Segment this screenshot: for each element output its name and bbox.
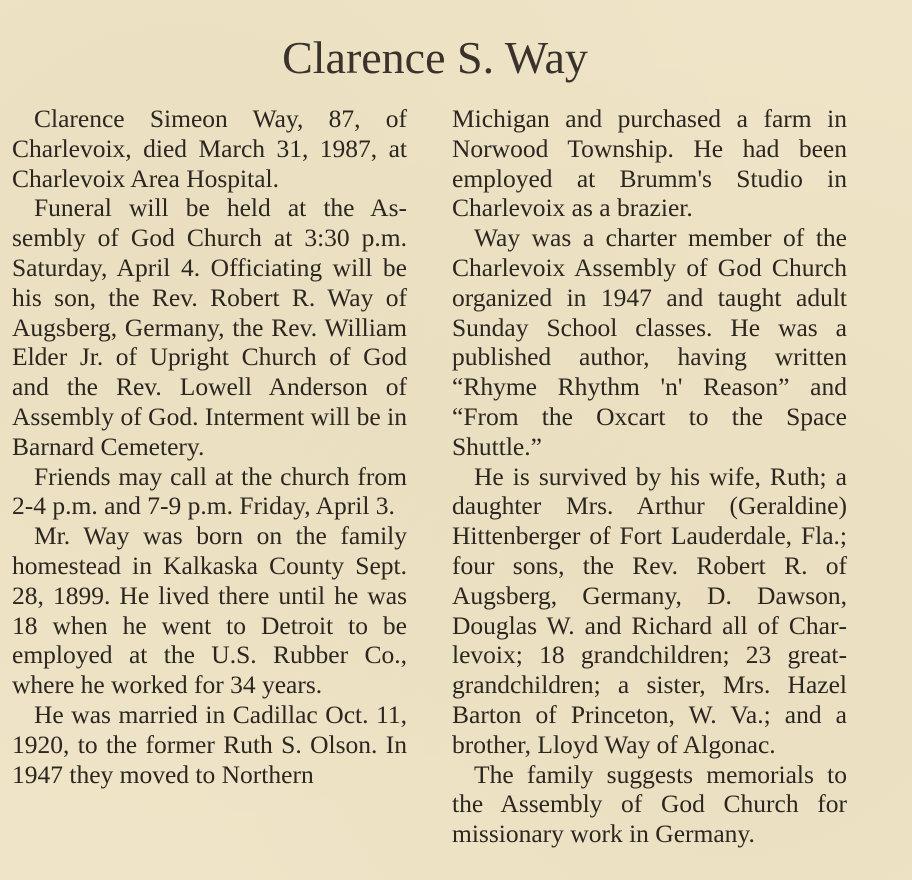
- paragraph-early-life: Mr. Way was born on the family homestead in Kalkaska County Sept. 28, 1899. He lived there until he was 18 when he went to Detroit to be employed at the U.S. Rubber Co., where he worked for 34 years.: [12, 521, 407, 700]
- paragraph-marriage-continued: Michigan and purchased a farm in Norwood Township. He had been employed at Brumm's Studio in Charlevoix as a brazier.: [452, 104, 847, 223]
- left-column: [12, 104, 407, 789]
- paragraph-visitation: Friends may call at the church from 2-4 p.m. and 7-9 p.m. Friday, April 3.: [12, 461, 407, 521]
- paragraph-marriage: He was married in Cadillac Oct. 11, 1920, to the former Ruth S. Olson. In 1947 they moved to Northern: [12, 699, 407, 789]
- paragraph-memorials: The family suggests memorials to the Assembly of God Church for missionary work in Germany.: [452, 759, 847, 849]
- obituary-headline: Clarence S. Way: [282, 32, 588, 83]
- paragraph-funeral: Funeral will be held at the Assembly of God Church at 3:30 p.m. Saturday, April 4. Officiating will be his son, the Rev. Robert R. Way of Augsberg, Germany, the Rev. William Elder Jr. of Upright Church of God and the Rev. Lowell Anderson of Assembly of God. Interment will be in Barnard Cemetery.: [12, 193, 407, 461]
- paragraph-death-notice: Clarence Simeon Way, 87, of Charlevoix, died March 31, 1987, at Charlevoix Area Hospital.: [12, 104, 407, 193]
- paragraph-survivors: He is survived by his wife, Ruth; a daughter Mrs. Arthur (Geraldine) Hittenberger of Fort Lauderdale, Fla.; four sons, the Rev. Robert R. of Augsberg, Germany, D. Dawson, Douglas W. and Richard all of Charlevoix; 18 grandchildren; 23 great-grandchildren; a sister, Mrs. Hazel Barton of Princeton, W. Va.; and a brother, Lloyd Way of Algonac.: [452, 461, 847, 759]
- paragraph-church-and-writing: Way was a charter member of the Charlevoix Assembly of God Church organized in 1947 and taught adult Sunday School classes. He was a published author, having written “Rhyme Rhythm 'n' Reason” and “From the Oxcart to the Space Shuttle.”: [452, 223, 847, 461]
- right-column: [452, 104, 847, 849]
